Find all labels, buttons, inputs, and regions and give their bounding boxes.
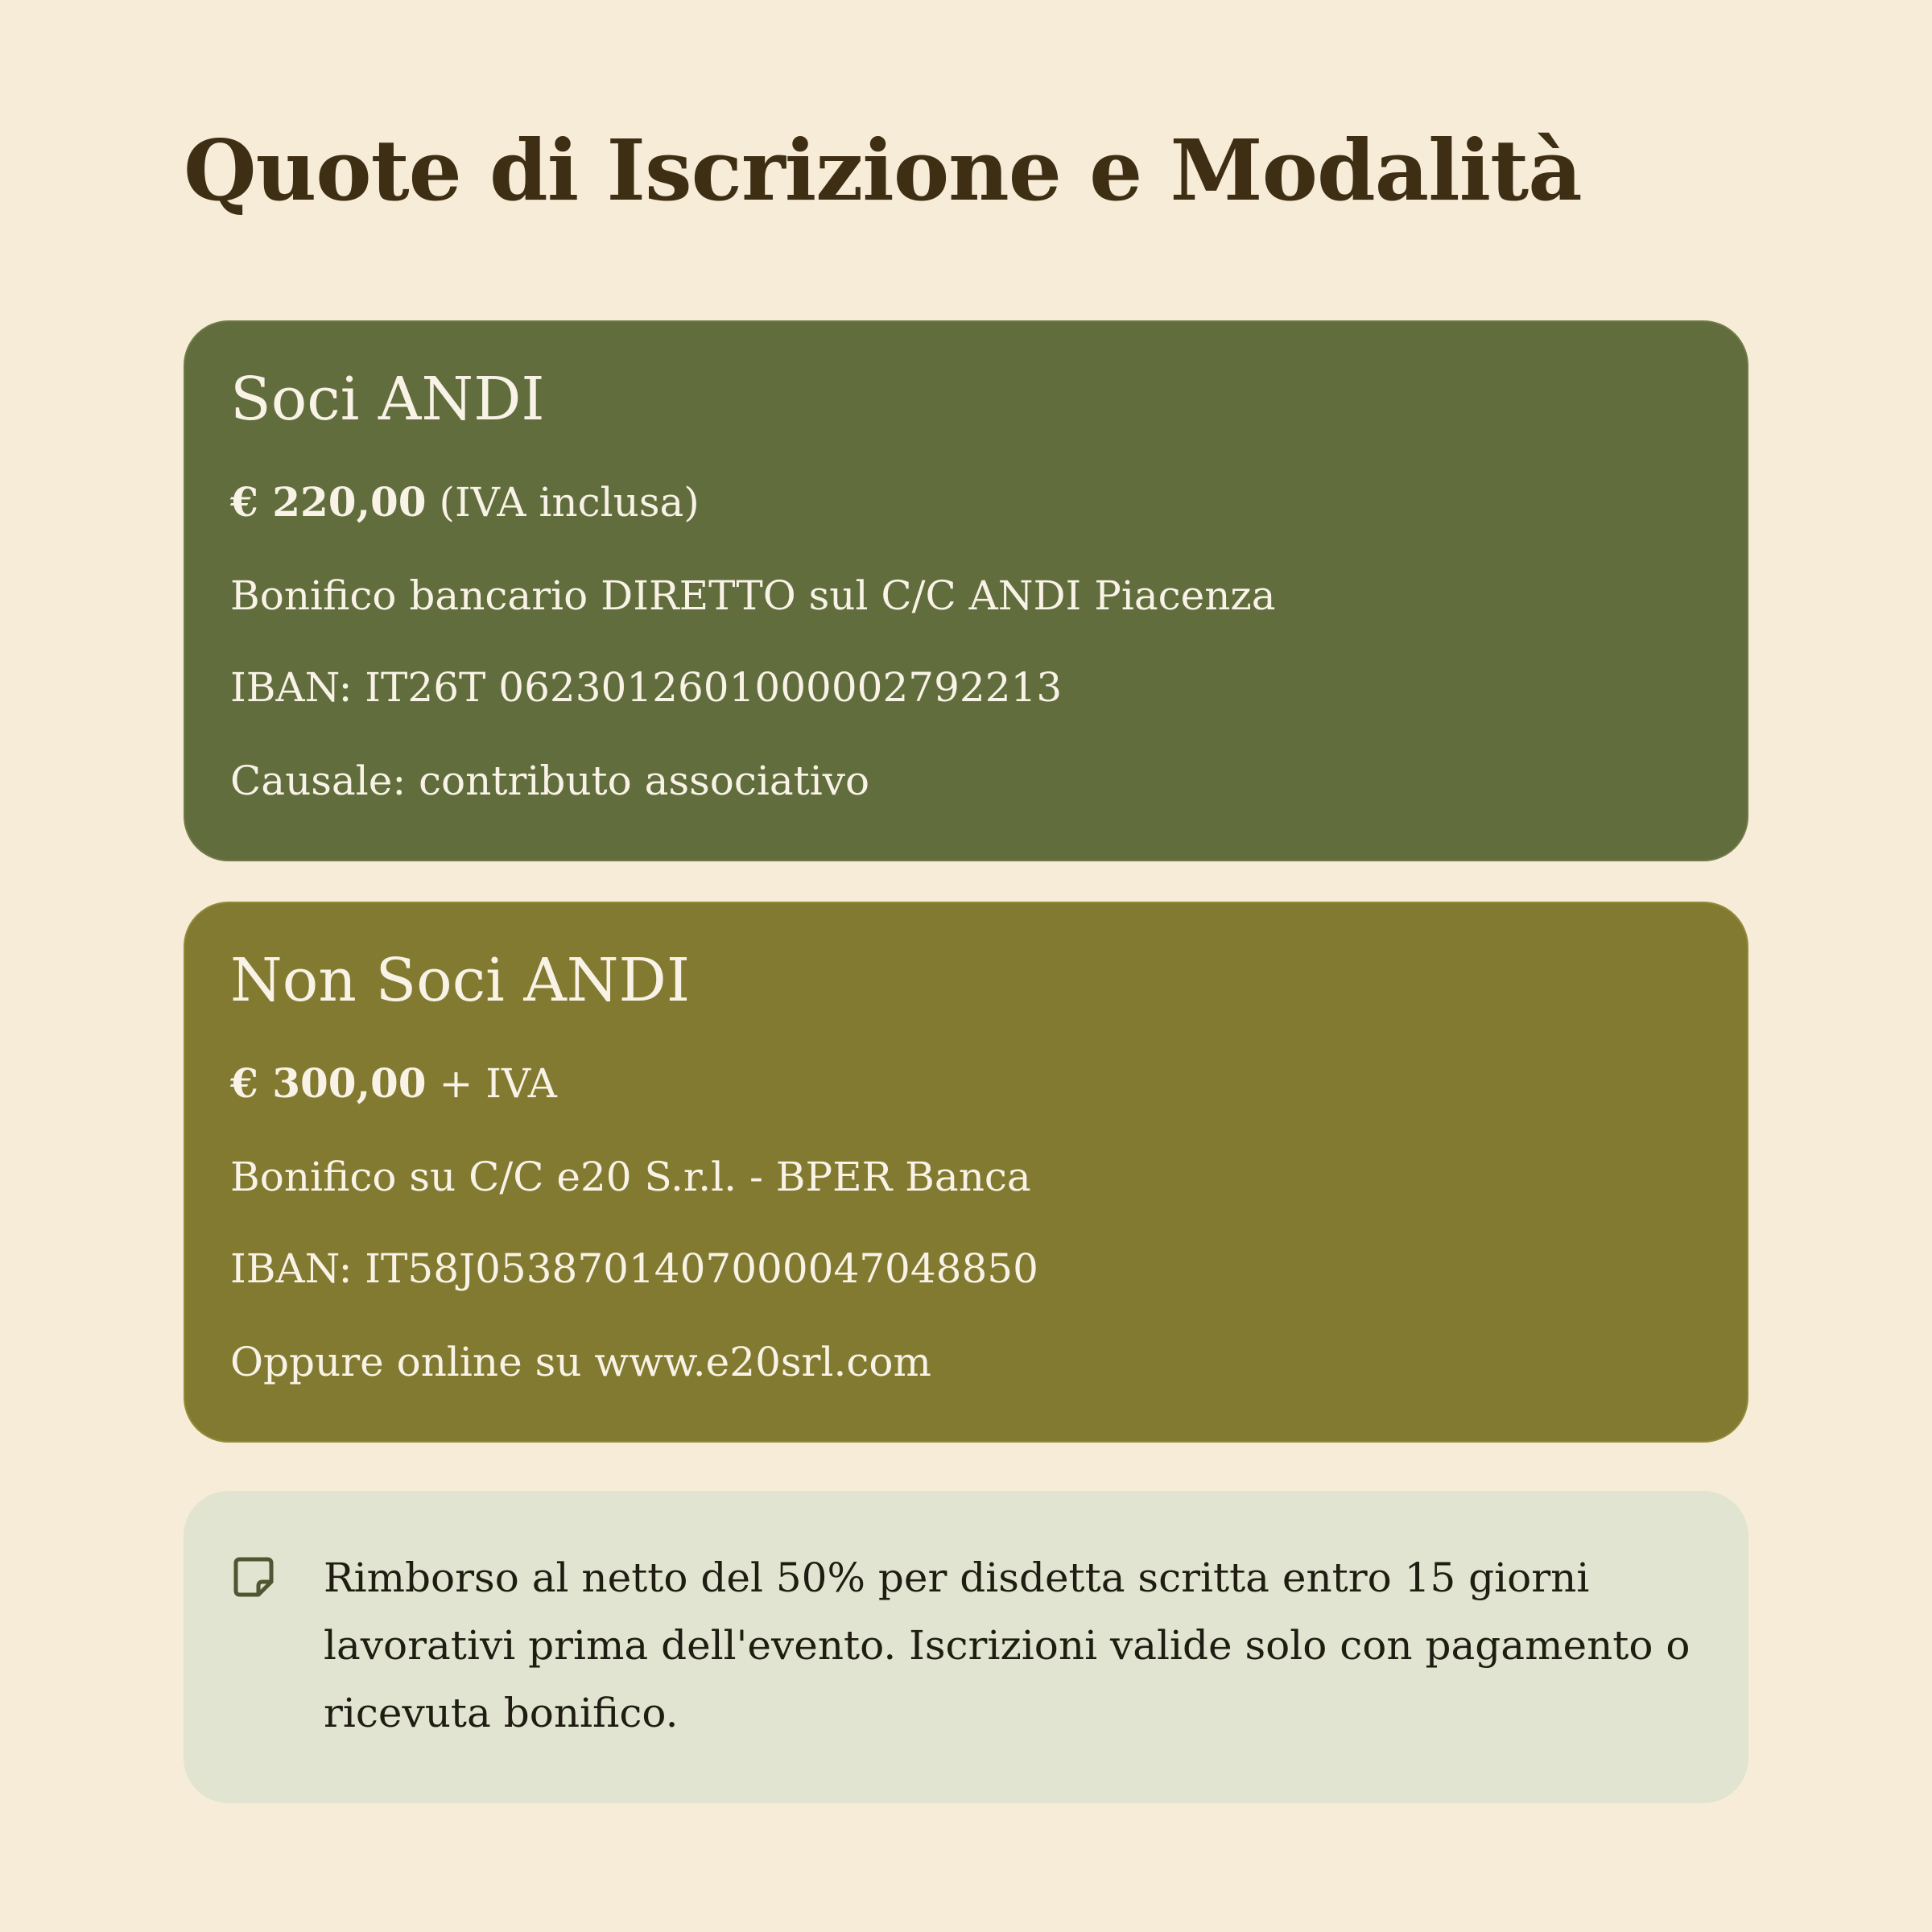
members-card-title: Soci ANDI [230, 365, 545, 434]
note-icon [232, 1555, 275, 1599]
page-title: Quote di Iscrizione e Modalità [184, 121, 1582, 220]
non-members-card-title: Non Soci ANDI [230, 946, 691, 1015]
members-fee-card [184, 320, 1748, 861]
non-members-price-note: + IVA [426, 1060, 557, 1107]
members-iban: IBAN: IT26T 0623012601000002792213 [230, 664, 1063, 711]
non-members-online-payment: Oppure online su www.e20srl.com [230, 1339, 931, 1385]
members-price-line [230, 478, 700, 526]
non-members-fee-card [184, 902, 1748, 1443]
non-members-price-line [230, 1059, 557, 1108]
members-causale: Causale: contributo associativo [230, 758, 870, 804]
members-payment-method: Bonifico bancario DIRETTO sul C/C ANDI Piacenza [230, 572, 1276, 619]
members-price: € 220,00 [230, 478, 427, 526]
refund-note-text: Rimborso al netto del 50% per disdetta scritta entro 15 giorni lavorativi prima dell'evento. Iscrizioni valide solo con pagamento o ricevuta bonifico. [324, 1554, 1690, 1736]
non-members-iban: IBAN: IT58J0538701407000047048850 [230, 1245, 1038, 1292]
non-members-payment-method: Bonifico su C/C e20 S.r.l. - BPER Banca [230, 1154, 1031, 1200]
non-members-price: € 300,00 [230, 1059, 427, 1107]
members-price-note: (IVA inclusa) [426, 479, 700, 526]
refund-note-card [184, 1491, 1748, 1803]
